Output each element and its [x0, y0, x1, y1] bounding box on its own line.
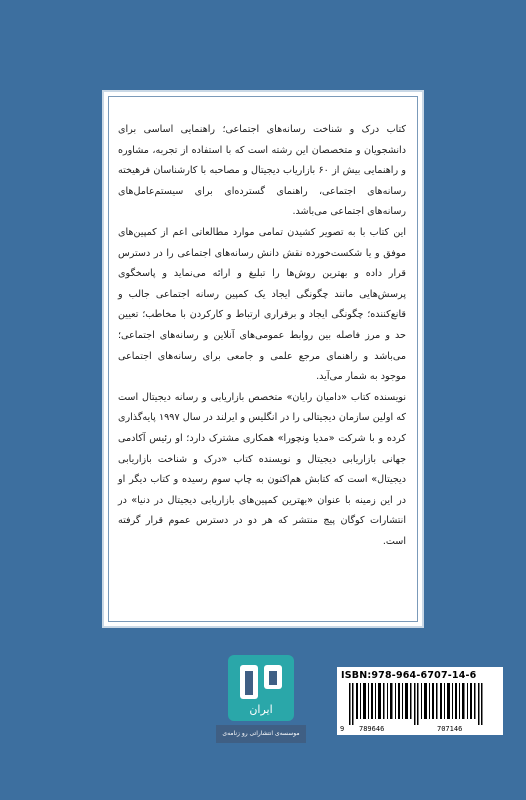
paragraph-intro: کتاب درک و شناخت رسانه‌های اجتماعی؛ راهنمایی اساسی برای دانشجویان و متخصصان این رشته است که با استفاده از تجربه، مشاوره و راهنمایی بیش از ۶۰ بازاریاب دیجیتال و مصاحبه با کارشناسان فرهیخته رسانه‌های اجتماعی، راهنمای گسترده‌ای برای سیستم‌عامل‌های رسانه‌های اجتماعی می‌باشد. [118, 124, 406, 218]
isbn-barcode [337, 667, 503, 735]
barcode-digits-right: 707146 [437, 725, 463, 733]
paragraph-author: نویسنده کتاب «دامیان رایان» متخصص بازاریابی و رسانه دیجیتال است که اولین سازمان دیجیتالی را در انگلیس و ایرلند در سال ۱۹۹۷ پایه‌گذاری کرده و با شرکت «مدیا ونچورا» همکاری مشترک دارد؛ او رئیس آکادمی جهانی بازاریابی دیجیتال و نویسنده کتاب «درک و شناخت بازاریابی دیجیتال» است که کتابش هم‌اکنون به چاپ سوم رسیده و کتاب دیگر او در این زمینه با عنوان «بهترین کمپین‌های بازاریابی دیجیتال در دنیا» در انتشارات کوگان پیج منتشر که هر دو در دسترس عموم قرار گرفته است. [118, 391, 406, 547]
publisher-logo [226, 653, 296, 723]
barcode-digits-left: 789646 [359, 725, 385, 733]
isbn-label: ISBN:978-964-6707-14-6 [341, 670, 477, 681]
publisher-caption: موسسه‌ی انتشاراتی رو زنامه‌ی [216, 725, 306, 743]
paragraph-scope: این کتاب با به تصویر کشیدن تمامی موارد مطالعاتی اعم از کمپین‌های موفق و یا شکست‌خورده نقش دانش رسانه‌های اجتماعی را در دسترس قرار داده و بهترین روش‌ها را تبلیغ و ارائه می‌نماید و پاسخگوی پرسش‌هایی مانند چگونگی ایجاد یک کمپین رسانه اجتماعی جالب و قانع‌کننده؛ چگونگی ایجاد و برقراری ارتباط و کارکردن با مخاطب؛ تعیین حد و مرز فاصله بین روابط عمومی‌های آنلاین و رسانه‌های اجتماعی؛ می‌باشد و راهنمای مرجع علمی و جامعی برای رسانه‌های اجتماعی موجود به شمار می‌آید. [118, 226, 406, 383]
barcode-bars [341, 683, 499, 725]
description-text [118, 120, 406, 552]
barcode-digit-first: 9 [340, 725, 345, 733]
logo-wordmark: ایران [249, 703, 273, 716]
